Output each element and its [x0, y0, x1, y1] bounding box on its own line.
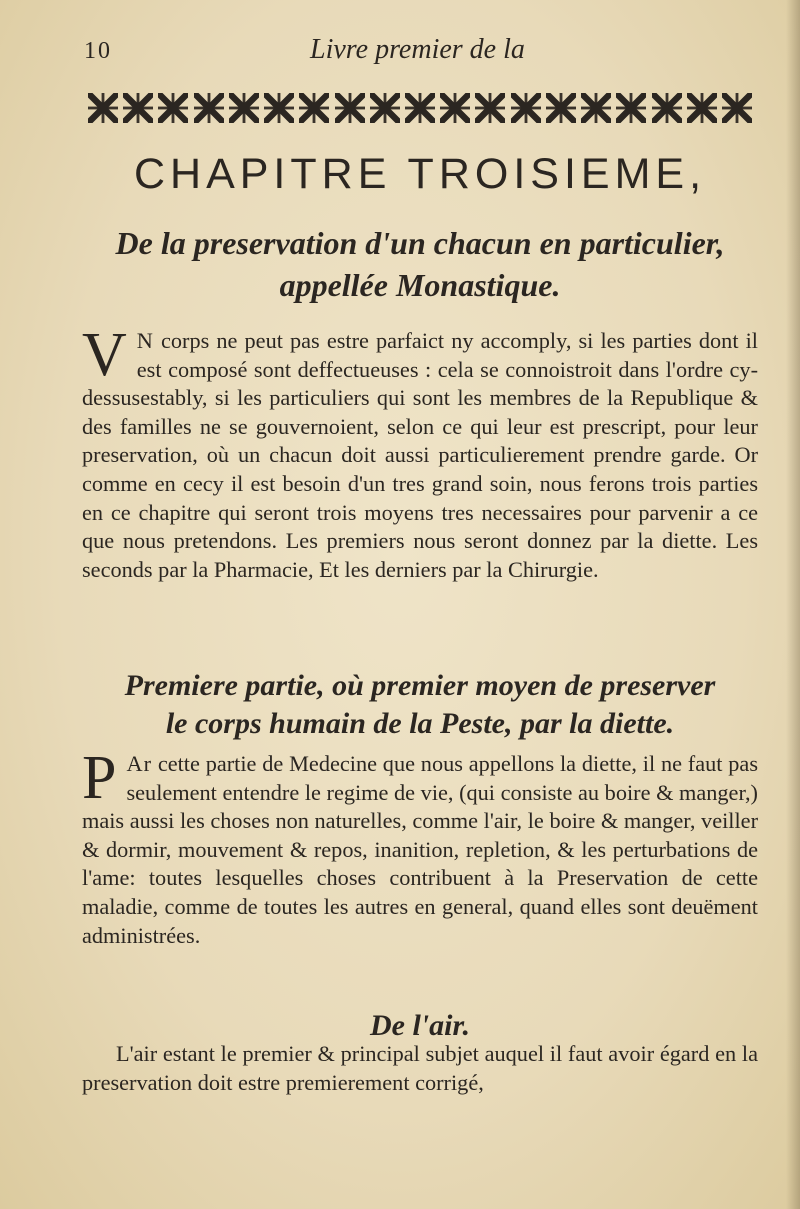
running-head: [80, 34, 760, 74]
decorative-ornament-band: [88, 88, 752, 128]
paragraph-1: [82, 321, 758, 584]
chapter-title: CHAPITRE TROISIEME,: [133, 150, 707, 198]
ornament-icon: [475, 93, 505, 123]
ornament-icon: [722, 93, 752, 123]
section-heading-2: De l'air.: [369, 1009, 470, 1042]
running-title: Livre premier de la: [310, 34, 525, 65]
paragraph-body: corps ne peut pas estre parfaict ny accomply, si les parties dont il est composé sont deffectueuses : cela se connoistroit dans l'ordre cy-dessusestably, si les particuliers qui sont les membres de la Republique & des familles ne se gouvernoient, selon ce qui leur est prescript, pour leur preservation, où un chacun doit aussi particulierement prendre garde. Or comme en cecy il est besoin d'un tres grand soin, nous ferons trois parties en ce chapitre qui seront trois moyens tres necessaires pour parvenir a ce que nous pretendons. Les premiers nous seront donnez par la diette. Les seconds par la Pharmacie, Et les derniers par la Chirurgie.: [82, 328, 758, 582]
ornament-icon: [546, 93, 576, 123]
ornament-icon: [229, 93, 259, 123]
ornament-icon: [299, 93, 329, 123]
ornament-icon: [88, 93, 118, 123]
ornament-icon: [440, 93, 470, 123]
ornament-icon: [158, 93, 188, 123]
section-heading-line-2: le corps humain de la Peste, par la diette.: [165, 707, 675, 740]
paragraph-3: L'air estant le premier & principal subjet auquel il faut avoir égard en la preservation doit estre premierement corrigé,: [82, 1041, 758, 1095]
ornament-icon: [687, 93, 717, 123]
page-number: 10: [84, 38, 112, 64]
drop-cap: P: [82, 744, 117, 812]
ornament-icon: [511, 93, 541, 123]
paragraph-2: [82, 744, 758, 950]
ornament-icon: [581, 93, 611, 123]
ornament-icon: [194, 93, 224, 123]
ornament-icon: [264, 93, 294, 123]
ornament-icon: [405, 93, 435, 123]
chapter-subtitle-line-1: De la preservation d'un chacun en particulier,: [115, 225, 725, 261]
section-heading-line-1: Premiere partie, où premier moyen de preserver: [124, 669, 716, 702]
drop-cap: V: [82, 321, 127, 389]
chapter-subtitle-line-2: appellée Monastique.: [279, 267, 561, 303]
paragraph-opening-word: N: [136, 328, 154, 353]
chapter-subtitle: [80, 222, 760, 306]
paragraph-body: cette partie de Medecine que nous appellons la diette, il ne faut pas seulement entendre le regime de vie, (qui consiste au boire & manger,) mais aussi les choses non naturelles, comme l'air, le boire & manger, veiller & dormir, mouvement & repos, inanition, repletion, & les perturbations de l'ame: toutes lesquelles choses contribuent à la Preservation de cette maladie, comme de toutes les autres en general, quand elles sont deuëment administrées.: [82, 751, 758, 948]
ornament-icon: [335, 93, 365, 123]
paragraph-opening-word: Ar: [126, 751, 153, 776]
ornament-icon: [616, 93, 646, 123]
ornament-icon: [652, 93, 682, 123]
ornament-icon: [370, 93, 400, 123]
ornament-icon: [123, 93, 153, 123]
section-heading-1: [80, 667, 760, 743]
page-edge-shadow: [786, 0, 800, 1209]
